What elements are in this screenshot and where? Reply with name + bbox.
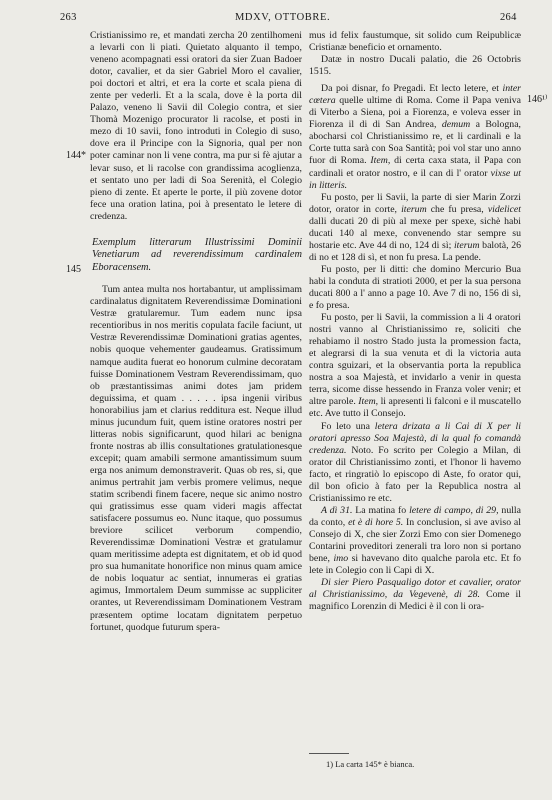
right-paragraph-bua: Fu posto, per li ditti: che domino Mercurio Bua habi la conduta di stratioti 2000, et per la sua persona ducati 800 a l' anno a page 10. Ave 7 di no, 156 di sì, e fo presa.: [309, 263, 521, 312]
right-paragraph-commission: Fu posto, per li Savii, la commission a li 4 oratori nostri vanno al Christianissimo re, soliciti che rehabiamo il nostro Stado justa la promession facta, et alegrarsi di la sua venuta et di la victoria auta contra sguizari, et la observantia porta la republica nostra a soa Majestà, et invidarlo a venir in questa terra, sicome disse hessendo in Franza voler venir; et altre parole. Item, li apresenti li falconi e il muscatello etc. Ave tutto il Consejo.: [309, 312, 521, 420]
right-column: [309, 30, 521, 613]
margin-number-144: 144*: [66, 150, 86, 161]
page-number-left: 263: [60, 12, 77, 23]
left-column: [90, 30, 302, 634]
right-paragraph-31: A dì 31. La matina fo letere di campo, di 29, nulla da conto, et è di hore 5. In conclusion, si ave aviso al Consejo di X, che sier Zorzi Emo con sier Domenego Contarini proveditori zenerali tra loro non si portano bene, imo si havevano dito qualche parola etc. Et fo lete in Colegio con li Capi di X.: [309, 504, 522, 577]
page-number-right: 264: [500, 12, 517, 23]
right-paragraph-pasqualigo: Di sier Piero Pasqualigo dotor et cavalier, orator al Christianissimo, da Vegevenè, di 28. Come il magnifico Lorenzin di Medici è il con li ora-: [309, 577, 521, 613]
right-paragraph-pregadi: Da poi disnar, fo Pregadi. Et lecto letere, et inter cœtera quelle ultime di Roma. Come il Papa veniva di Viterbo a Siena, poi a Fiorenza, e voleva esser in Fiorenza il di di San Andrea, demum a Bologna, abocharsi col Christianissimo re, et li cardinali e la Corte tutta sarà con Soa Santità; poi vol star uno anno fuor di Roma. Item, di certa caxa stata, il Papa con cardinali et orator nostro, e il can di l' orator vixse ut in litteris.: [309, 83, 521, 191]
right-paragraph-letera: Fo leto una letera drizata a li Cai di X per li oratori apresso Soa Majestà, di la qual fo comandà credenza. Noto. Fo scrito per Colegio a Milan, di orator dil Christianissimo zonti, et l'honor li havemo facto, et ringratiò lo episcopo di Aste, fo orator qui, dil bon oficio à fato per la Republica nostra al Cristianissimo re etc.: [309, 420, 521, 504]
margin-number-145: 145: [66, 264, 81, 275]
margin-number-146: 146¹⁾: [527, 94, 548, 105]
left-paragraph-1: Cristianissimo re, et mandati zercha 20 zentilhomeni a levarli con li piati. Quietato alquanto il tempo, veneno acompagnati essi oratori da sier Zuan Badoer dotor, cavalier, et da sier Gabriel Moro el cavalier, poi doctori et altri, et era la corte et scala piena di zente per vederli. Et a la scala, dove è la porta dil Palazo, veneno li Savii dil Colegio contra, et sier Thomà Mozenigo procurator li racolse, et posti in mezo di 10 savii, fono introduti in Colegio di suso, dove era il Principe con la Signoria, qual per non poter caminar non li vene contra, ma pur si fè ajutar a levar suso, et li racolse con grandissima acoglienza, et sentato uno per ladi di Soa Serenità, el Colegio pieno di zente. Et aperte le porte, il più zovene dotor fece una oration latina, poi à presentato le letere di credenza.: [90, 30, 302, 222]
letter-heading: Exemplum litterarum Illustrissimi Dominii Venetiarum ad reverendissimum cardinalem Eboracensem.: [92, 236, 302, 273]
running-header: MDXV, OTTOBRE.: [235, 12, 331, 23]
right-paragraph-1: mus id felix faustumque, sit solido cum Reipublicæ Cristianæ beneficio et ornamento.: [309, 30, 521, 54]
footnote-rule: [309, 753, 349, 754]
right-paragraph-zorzi: Fu posto, per li Savii, la parte di sier Marin Zorzi dotor, orator in corte, iterum che fu presa, videlicet dalli ducati 20 di più al mexe per spexe, sichè habi ducati 140 al mexe, convenendo star sempre su hostarie etc. Ave 44 di no, 124 di sì; iterum balotà, 26 di no et 128 di sì, et non fu presa. La pende.: [309, 191, 521, 263]
right-paragraph-date: Datæ in nostro Ducali palatio, die 26 Octobris 1515.: [309, 54, 521, 78]
footnote: 1) La carta 145* è bianca.: [326, 759, 415, 769]
left-paragraph-letter: Tum antea multa nos hortabantur, ut amplissimam cardinalatus dignitatem Reverendissimæ Dominationi Vestræ gratularemur. Tum eadem nunc ipsa recentioribus in nos meritis copulata facile faciunt, ut Vestræ Reverendissimæ Dominationi gratias agentes, nobis quoque vehementer gaudeamus. Gratissimum namque audita fuerat eo honorum culmine decoratam fuisse Dominationem Vestram Reverendissimam, quo ob præstantissimas animi dotes jam pridem deguissima, et quam . . . . . ipsa ingenii viribus honorabilius jam et clarius redditura est. Neque illud minus jucundum fuit, quem istine oratores nostri per litteras nobis significarunt, quod hilari ac benigna fronte nostras ab illis consultationes gratulationesque excepit; quam amabili sermone amantissimum suum erga nos animum demonstraverit. Quas ob res, si, que animus pertrahit jam verbis promere velimus, neque statim scribendi finem facere, neque sic animo nostro qui gratissimus esse quam videri magis affectat satisfacere possumus eo. Nunc itaque, quo possumus breviore scilicet verborum compendio, Reverendissimæ Dominationi Vestræ et gratulamur quam meritissime adepta est dignitatem, et ob id quod pro sua humanitate honorifice non minus quam amice de nobis loquatur ac sentiat, innumeras ei gratias agimus, Immortalem Deum summisse ac suppliciter orantes, ut Reverendissimam Dominationem Vestram præsentem optime locatam dignitatem perpetuo fortunet, quodque futurum spera-: [90, 284, 302, 633]
